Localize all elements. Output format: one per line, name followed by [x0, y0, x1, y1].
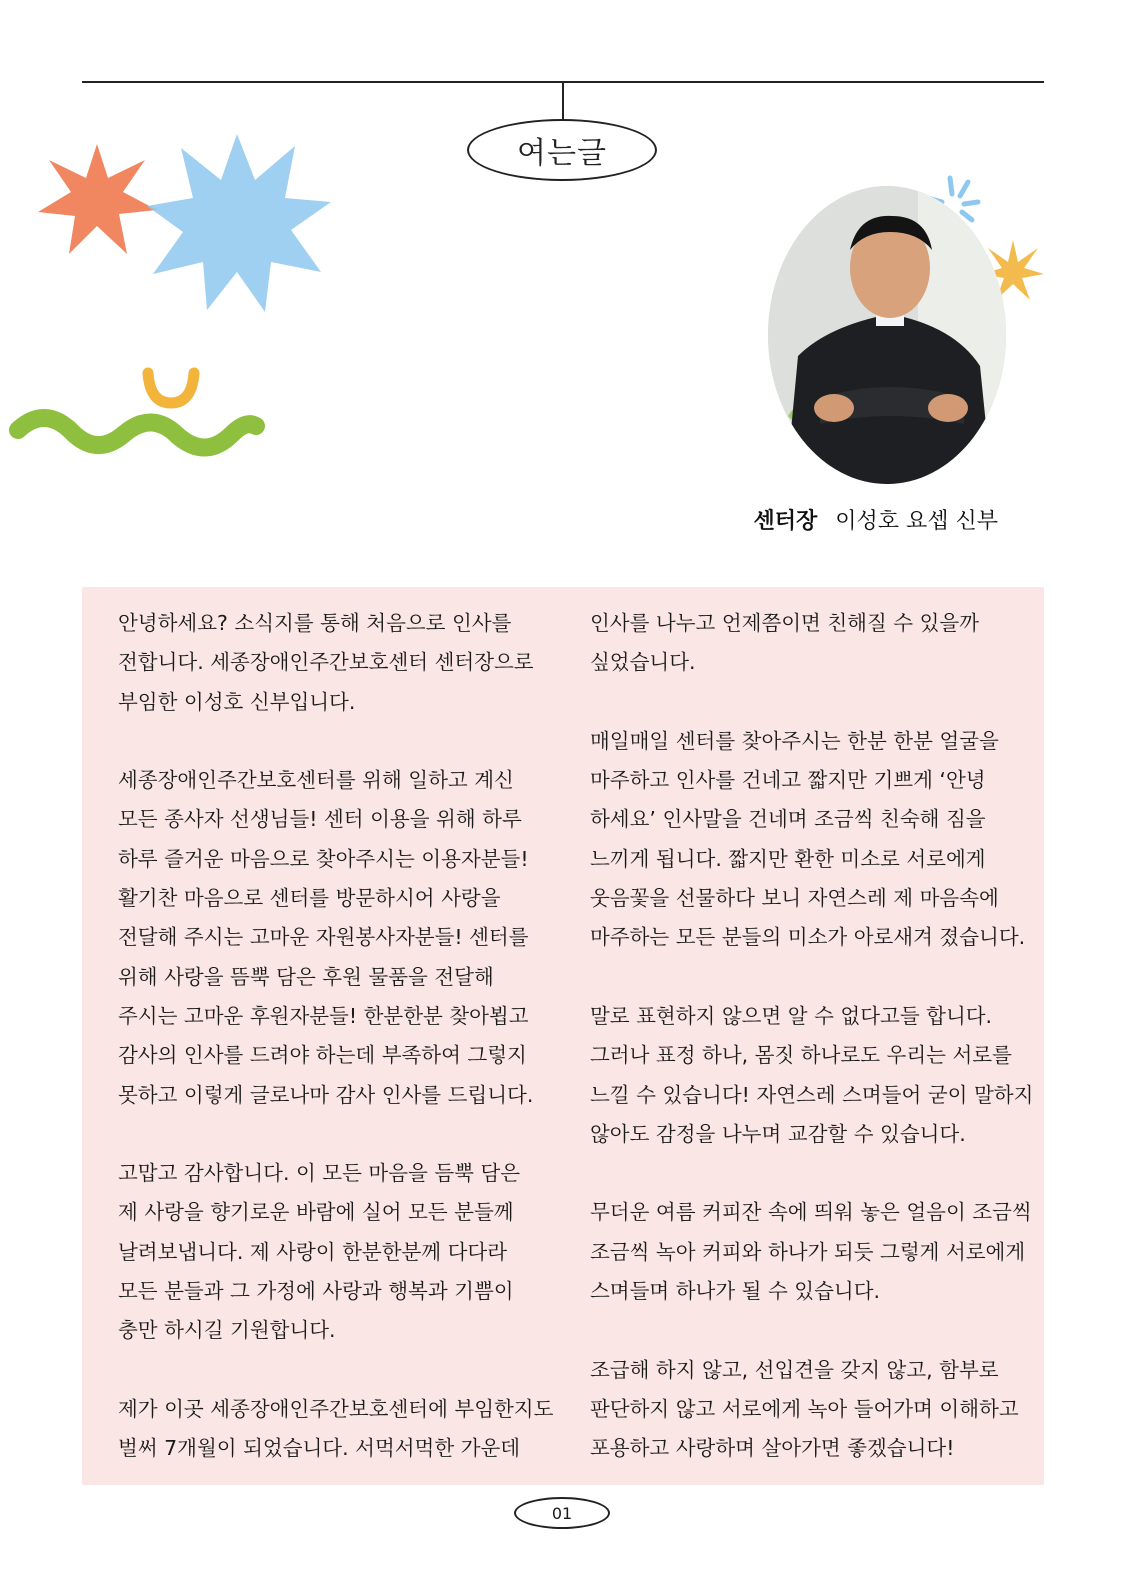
letter-line: 위해 사랑을 뜸뿍 담은 후원 물품을 전달해 — [118, 964, 494, 989]
letter-line: 부임한 이성호 신부입니다. — [118, 689, 356, 714]
letter-line: 말로 표현하지 않으면 알 수 없다고들 합니다. — [590, 1003, 993, 1028]
letter-line: 매일매일 센터를 찾아주시는 한분 한분 얼굴을 — [590, 728, 999, 753]
letter-line: 않아도 감정을 나누며 교감할 수 있습니다. — [590, 1121, 966, 1146]
letter-line: 모든 종사자 선생님들! 센터 이용을 위해 하루 — [118, 807, 522, 832]
letter-line: 마주하고 인사를 건네고 짧지만 기쁘게 ‘안녕 — [590, 768, 986, 793]
paragraph-gap — [590, 1311, 1020, 1350]
title-connector-line — [562, 82, 564, 120]
letter-line: 감사의 인사를 드려야 하는데 부족하여 그렇지 — [118, 1043, 527, 1068]
letter-line: 벌써 7개월이 되었습니다. 서먹서먹한 가운데 — [118, 1436, 521, 1461]
page-number: 01 — [514, 1497, 610, 1529]
letter-line: 싶었습니다. — [590, 650, 696, 675]
letter-line: 모든 분들과 그 가정에 사랑과 행복과 기쁨이 — [118, 1279, 514, 1304]
letter-left-column — [118, 604, 554, 1469]
paragraph-gap — [118, 722, 548, 761]
letter-line: 세종장애인주간보호센터를 위해 일하고 계신 — [118, 768, 514, 793]
paragraph-gap — [590, 958, 1020, 997]
letter-line: 제가 이곳 세종장애인주간보호센터에 부임한지도 — [118, 1396, 554, 1421]
letter-line: 무더운 여름 커피잔 속에 띄워 놓은 얼음이 조금씩 — [590, 1200, 1032, 1225]
letter-line: 전합니다. 세종장애인주간보호센터 센터장으로 — [118, 650, 534, 675]
paragraph-gap — [590, 683, 1020, 722]
letter-line: 안녕하세요? 소식지를 통해 처음으로 인사를 — [118, 611, 512, 635]
letter-line: 그러나 표정 하나, 몸짓 하나로도 우리는 서로를 — [590, 1043, 1012, 1068]
letter-line: 충만 하시길 기원합니다. — [118, 1318, 336, 1343]
letter-line: 마주하는 모든 분들의 미소가 아로새겨 졌습니다. — [590, 925, 1026, 950]
paragraph-gap — [118, 1351, 548, 1390]
letter-line: 하루 즐거운 마음으로 찾아주시는 이용자분들! — [118, 846, 529, 871]
paragraph-gap — [590, 1154, 1020, 1193]
letter-line: 하세요’ 인사말을 건네며 조금씩 친숙해 짐을 — [590, 807, 986, 832]
letter-line: 주시는 고마운 후원자분들! 한분한분 찾아뵙고 — [118, 1003, 529, 1028]
author-caption — [753, 504, 998, 535]
letter-line: 웃음꽃을 선물하다 보니 자연스레 제 마음속에 — [590, 886, 999, 911]
letter-line: 날려보냅니다. 제 사랑이 한분한분께 다다라 — [118, 1239, 508, 1264]
blue-star-decoration — [145, 132, 333, 314]
letter-line: 전달해 주시는 고마운 자원봉사자분들! 센터를 — [118, 925, 529, 950]
letter-line: 판단하지 않고 서로에게 녹아 들어가며 이해하고 — [590, 1396, 1019, 1421]
orange-star-decoration — [35, 140, 160, 258]
letter-line: 조금씩 녹아 커피와 하나가 되듯 그렇게 서로에게 — [590, 1239, 1026, 1264]
section-title: 여는글 — [467, 119, 657, 181]
green-wave-decoration — [6, 398, 268, 474]
letter-line: 스며들며 하나가 될 수 있습니다. — [590, 1279, 881, 1304]
paragraph-gap — [118, 1115, 548, 1154]
letter-line: 제 사랑을 향기로운 바람에 실어 모든 분들께 — [118, 1200, 514, 1225]
letter-line: 인사를 나누고 언제쯤이면 친해질 수 있을까 — [590, 611, 980, 635]
letter-line: 고맙고 감사합니다. 이 모든 마음을 듬뿍 담은 — [118, 1161, 521, 1186]
author-role: 센터장 — [753, 509, 818, 534]
letter-line: 포용하고 사랑하며 살아가면 좋겠습니다! — [590, 1436, 955, 1461]
letter-line: 느낄 수 있습니다! 자연스레 스며들어 굳이 말하지 — [590, 1082, 1034, 1107]
author-name: 이성호 요셉 신부 — [835, 509, 998, 534]
portrait-photo — [768, 186, 1006, 484]
letter-line: 활기찬 마음으로 센터를 방문하시어 사랑을 — [118, 886, 501, 911]
letter-right-column — [590, 604, 1034, 1469]
letter-line: 조급해 하지 않고, 선입견을 갖지 않고, 함부로 — [590, 1357, 999, 1382]
letter-line: 못하고 이렇게 글로나마 감사 인사를 드립니다. — [118, 1082, 534, 1107]
letter-line: 느끼게 됩니다. 짧지만 환한 미소로 서로에게 — [590, 846, 986, 871]
